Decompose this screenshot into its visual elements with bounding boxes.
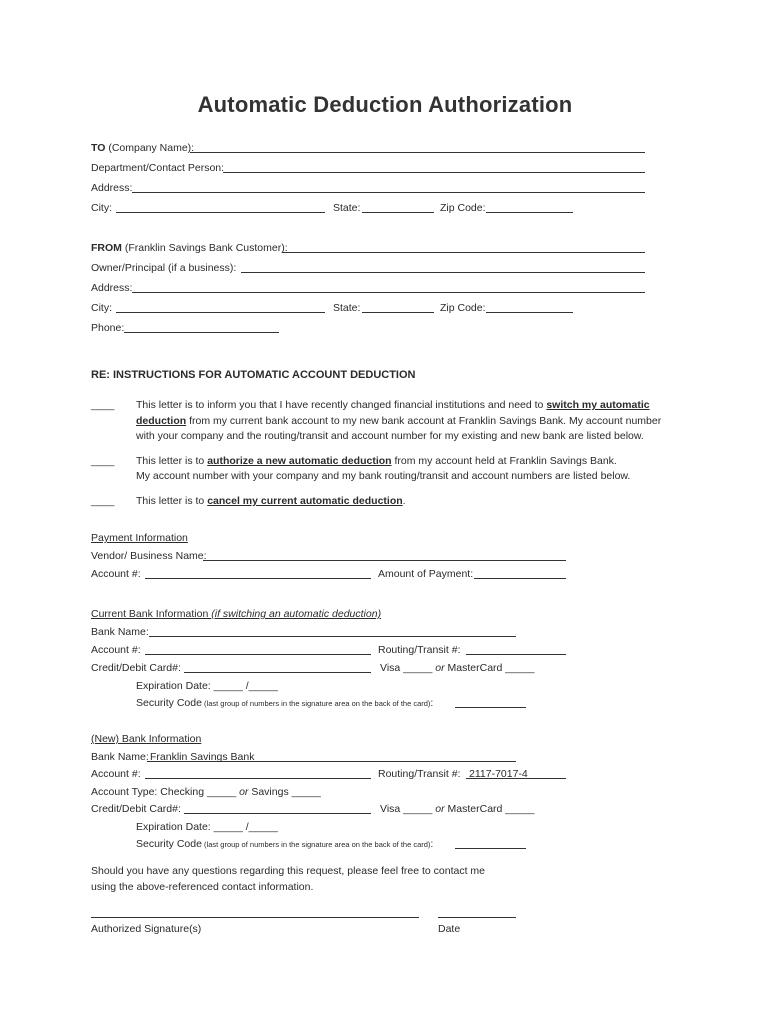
to-city-field[interactable] [116,212,325,213]
current-bank-heading-italic: (if switching an automatic deduction) [211,608,382,620]
from-customer-field[interactable] [282,252,645,253]
payment-account-label: Account #: [91,568,141,580]
new-or-text: or [435,803,445,815]
closing-line1: Should you have any questions regarding this request, please feel free to contact me [91,865,485,877]
closing-line2: using the above-referenced contact information. [91,881,314,893]
from-city-label: City: [91,302,112,314]
current-account-label: Account #: [91,644,141,656]
amount-field[interactable] [474,578,566,579]
new-bank-name-value: Franklin Savings Bank [150,751,255,763]
to-label-rest: (Company Name): [105,142,195,154]
option2-emphasis: authorize a new automatic deduction [207,455,392,467]
payment-account-field[interactable] [145,578,371,579]
new-card-type[interactable] [380,803,535,816]
option3-text-end: . [402,495,406,507]
current-security-note: (last group of numbers in the signature area on the back of the card) [201,699,431,708]
from-customer-label [91,242,288,255]
option1-line1 [136,399,650,412]
savings-option[interactable]: Savings _____ [248,786,321,798]
new-routing-value: 2117-7017-4 [469,768,528,780]
current-security-field[interactable] [455,707,526,708]
new-routing-label: Routing/Transit #: [378,768,461,780]
from-state-field[interactable] [362,312,434,313]
option2-text-rest: from my account held at Franklin Savings Bank. [391,455,617,467]
new-card-field[interactable] [184,813,371,814]
date-field[interactable] [438,917,516,918]
current-security-text: Security Code [136,697,202,709]
option2-blank[interactable]: ____ [91,455,115,467]
current-bank-heading [91,608,381,621]
current-or-text: or [435,662,445,674]
from-label-bold: FROM [91,242,122,254]
from-label-rest: (Franklin Savings Bank Customer): [121,242,288,254]
new-expiration[interactable]: Expiration Date: _____ /_____ [136,821,278,833]
current-card-type[interactable] [380,662,535,675]
option2-line2: My account number with your company and my bank routing/transit and account numbers are listed below. [136,470,631,482]
option1-text-b: from my current bank account to my new bank account at Franklin Savings Bank. My account number [186,415,662,427]
to-label-bold: TO [91,142,106,154]
signature-label: Authorized Signature(s) [91,923,202,935]
new-account-label: Account #: [91,768,141,780]
new-security-field[interactable] [455,848,526,849]
current-card-field[interactable] [184,672,371,673]
new-mastercard-option[interactable]: MasterCard _____ [444,803,535,815]
new-security-colon: : [430,838,434,850]
current-routing-label: Routing/Transit #: [378,644,461,656]
current-routing-field[interactable] [466,654,566,655]
amount-label: Amount of Payment: [378,568,474,580]
from-owner-field[interactable] [241,272,645,273]
option1-text-a: This letter is to inform you that I have recently changed financial institutions and need to [136,399,547,411]
to-state-field[interactable] [362,212,434,213]
date-label: Date [438,923,461,935]
new-visa-option[interactable]: Visa _____ [380,803,433,815]
option3-blank[interactable]: ____ [91,495,115,507]
account-type-or: or [239,786,249,798]
to-company-label [91,142,194,155]
option3-line1 [136,495,406,508]
to-city-label: City: [91,202,112,214]
page-title: Automatic Deduction Authorization [197,92,573,117]
from-phone-field[interactable] [124,332,279,333]
option1-line2 [136,415,661,428]
vendor-field[interactable] [203,560,566,561]
current-bank-heading-text: Current Bank Information [91,608,212,620]
current-mastercard-option[interactable]: MasterCard _____ [444,662,535,674]
from-zip-label: Zip Code: [440,302,486,314]
option2-line1 [136,455,617,468]
signature-field[interactable] [91,917,419,918]
instructions-heading: RE: INSTRUCTIONS FOR AUTOMATIC ACCOUNT DEDUCTION [91,369,416,381]
from-city-field[interactable] [116,312,325,313]
account-type-row[interactable] [91,786,321,799]
new-account-field[interactable] [145,778,371,779]
new-bank-heading: (New) Bank Information [91,733,202,745]
payment-heading: Payment Information [91,532,188,544]
option2-text-a: This letter is to [136,455,208,467]
from-owner-label: Owner/Principal (if a business): [91,262,237,274]
current-bank-name-field[interactable] [149,636,516,637]
to-dept-field[interactable] [223,172,645,173]
from-phone-label: Phone: [91,322,125,334]
current-visa-option[interactable]: Visa _____ [380,662,433,674]
from-zip-field[interactable] [486,312,573,313]
option1-blank[interactable]: ____ [91,399,115,411]
option3-emphasis: cancel my current automatic deduction [207,495,403,507]
to-address-label: Address: [91,182,133,194]
to-company-field[interactable] [190,152,645,153]
current-card-label: Credit/Debit Card#: [91,662,181,674]
current-security-colon: : [430,697,434,709]
new-security-label [136,838,433,851]
new-card-label: Credit/Debit Card#: [91,803,181,815]
option3-text-a: This letter is to [136,495,208,507]
option1-emphasis-a: switch my automatic [546,399,650,411]
option1-emphasis-b: deduction [136,415,187,427]
vendor-label: Vendor/ Business Name: [91,550,207,562]
new-bank-name-label: Bank Name: [91,751,149,763]
to-zip-field[interactable] [486,212,573,213]
to-zip-label: Zip Code: [440,202,486,214]
option1-line3: with your company and the routing/transit and account number for my existing and new bank are listed below. [136,430,644,442]
to-dept-label: Department/Contact Person: [91,162,225,174]
new-security-note: (last group of numbers in the signature area on the back of the card) [201,840,431,849]
current-bank-name-label: Bank Name: [91,626,149,638]
from-state-label: State: [333,302,361,314]
checking-option[interactable]: Account Type: Checking _____ [91,786,237,798]
to-address-field[interactable] [132,192,645,193]
new-security-text: Security Code [136,838,202,850]
current-account-field[interactable] [145,654,371,655]
from-address-label: Address: [91,282,133,294]
current-security-label [136,697,433,710]
from-address-field[interactable] [132,292,645,293]
to-state-label: State: [333,202,361,214]
current-expiration[interactable]: Expiration Date: _____ /_____ [136,680,278,692]
